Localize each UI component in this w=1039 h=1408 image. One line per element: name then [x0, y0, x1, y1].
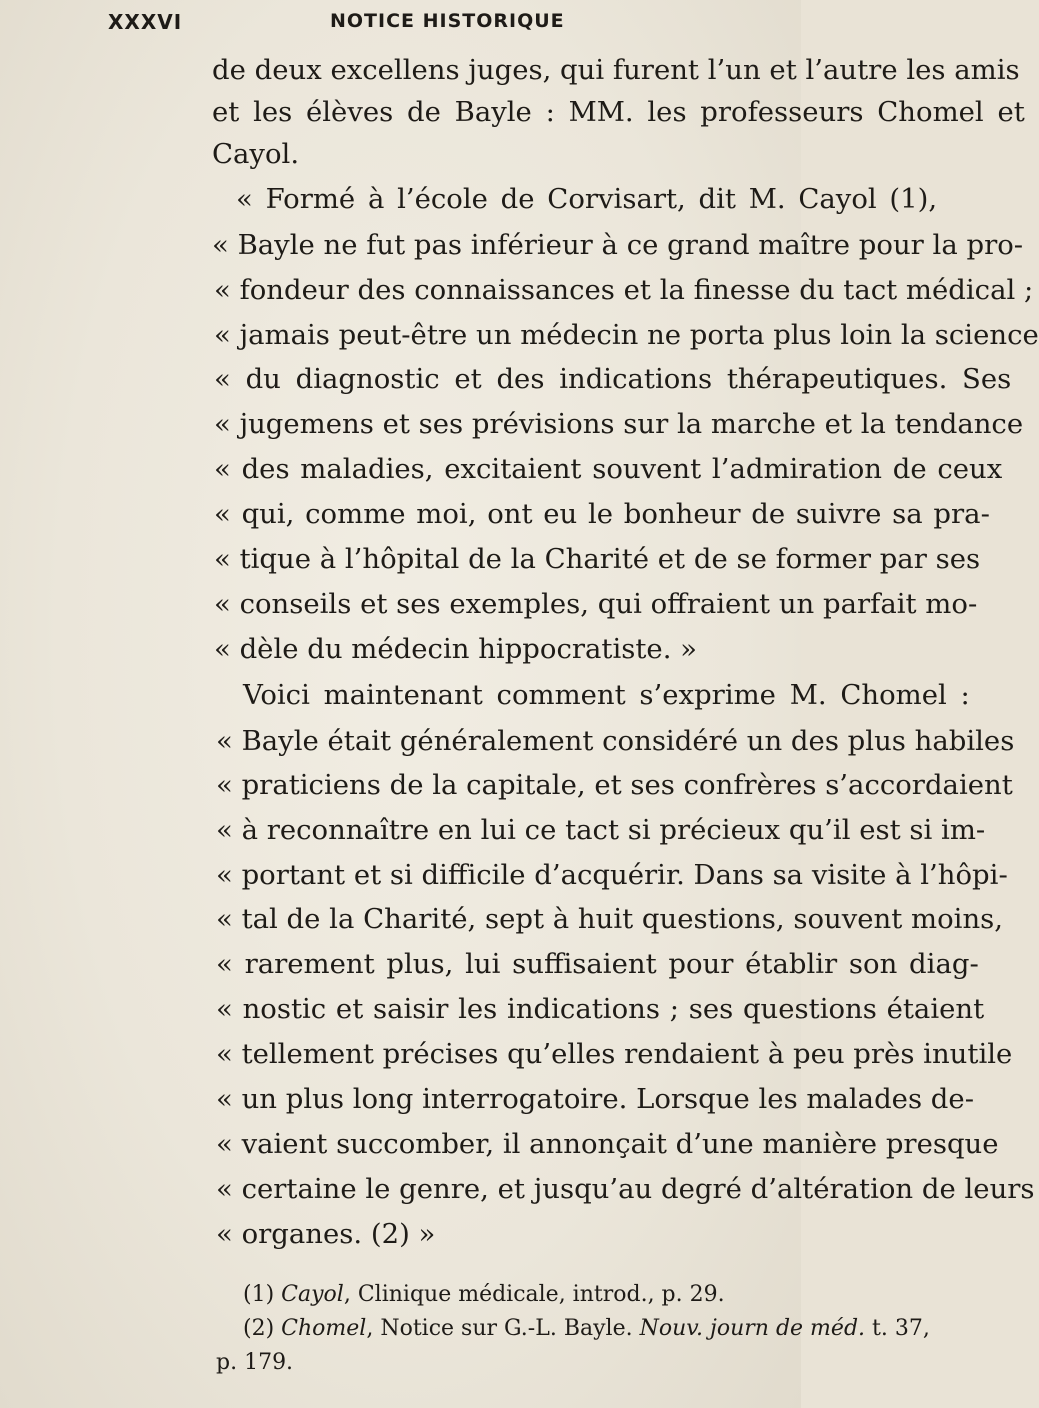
text-line: « tique à l’hôpital de la Charité et de se former par ses: [214, 543, 981, 575]
text-line: et les élèves de Bayle : MM. les professeurs Chomel et: [212, 96, 1025, 128]
text-line: « fondeur des connaissances et la finesse du tact médical ;: [214, 274, 1034, 306]
page-number: XXXVI: [108, 10, 183, 34]
footnote-author: Cayol: [281, 1282, 344, 1307]
text-line: Voici maintenant comment s’exprime M. Chomel :: [243, 679, 970, 711]
text-line: « tellement précises qu’elles rendaient à peu près inutile: [216, 1038, 1013, 1070]
running-title: NOTICE HISTORIQUE: [330, 10, 565, 32]
text-line: « des maladies, excitaient souvent l’admiration de ceux: [214, 453, 1003, 485]
footnote-text: t. 37,: [865, 1316, 930, 1341]
text-line: « jugemens et ses prévisions sur la marche et la tendance: [214, 408, 1024, 440]
footnote-1: [243, 1280, 725, 1310]
footnote-journal: Nouv. journ de méd.: [639, 1316, 866, 1341]
text-line: « praticiens de la capitale, et ses confrères s’accordaient: [216, 769, 1013, 801]
text-line: « portant et si difficile d’acquérir. Dans sa visite à l’hôpi-: [216, 859, 1008, 891]
text-line: « tal de la Charité, sept à huit questions, souvent moins,: [216, 903, 1004, 935]
text-line: « organes. (2) »: [216, 1218, 436, 1250]
text-line: « dèle du médecin hippocratiste. »: [214, 633, 697, 665]
text-line: Cayol.: [212, 138, 300, 170]
footnote-text: , Notice sur G.-L. Bayle.: [366, 1316, 633, 1341]
text-line: « rarement plus, lui suffisaient pour établir son diag-: [216, 948, 979, 980]
text-line: « qui, comme moi, ont eu le bonheur de suivre sa pra-: [214, 498, 990, 530]
running-header: [108, 10, 748, 38]
text-line: « Bayle était généralement considéré un des plus habiles: [216, 725, 1015, 757]
text-line: « vaient succomber, il annonçait d’une manière presque: [216, 1128, 999, 1160]
text-line: « Formé à l’école de Corvisart, dit M. Cayol (1),: [236, 183, 938, 215]
footnote-mark: (1): [243, 1282, 275, 1307]
footnote-2: [243, 1314, 930, 1344]
footnote-mark: (2): [243, 1316, 275, 1341]
text-line: « Bayle ne fut pas inférieur à ce grand maître pour la pro-: [212, 229, 1024, 261]
text-line: « un plus long interrogatoire. Lorsque les malades de-: [216, 1083, 974, 1115]
footnote-author: Chomel: [281, 1316, 367, 1341]
text-line: « nostic et saisir les indications ; ses questions étaient: [216, 993, 985, 1025]
footnote-text: , Clinique médicale, introd., p. 29.: [343, 1282, 725, 1307]
footnote-2-continuation: p. 179.: [216, 1350, 294, 1375]
text-line: « jamais peut-être un médecin ne porta plus loin la science: [214, 319, 1039, 351]
text-line: « conseils et ses exemples, qui offraient un parfait mo-: [214, 588, 978, 620]
text-line: « à reconnaître en lui ce tact si précieux qu’il est si im-: [216, 814, 986, 846]
text-line: « certaine le genre, et jusqu’au degré d’altération de leurs: [216, 1173, 1035, 1205]
text-line: de deux excellens juges, qui furent l’un et l’autre les amis: [212, 54, 1020, 86]
text-line: « du diagnostic et des indications thérapeutiques. Ses: [214, 363, 1012, 395]
